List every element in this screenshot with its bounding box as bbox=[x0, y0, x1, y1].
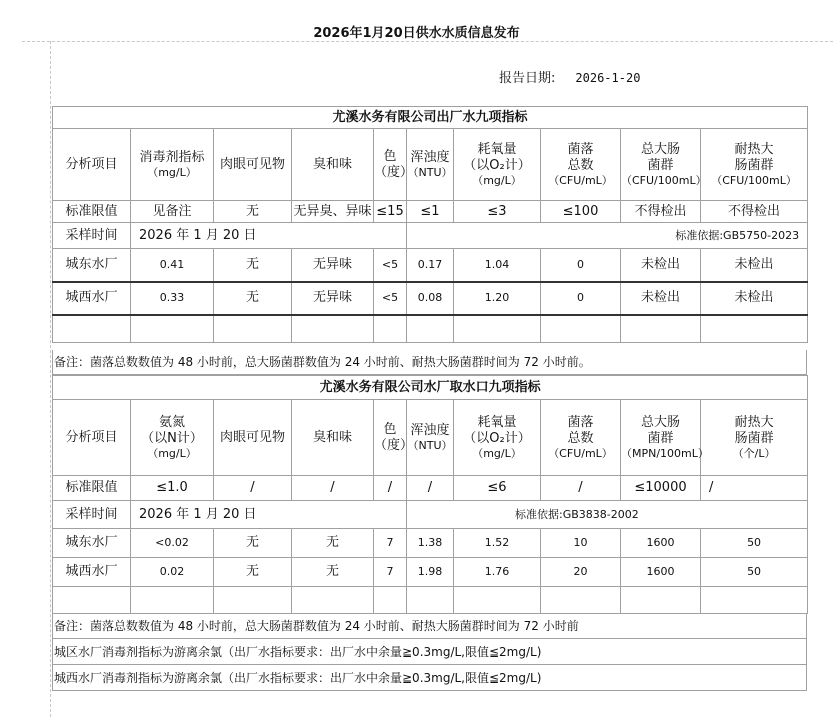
plant-name: 城西水厂 bbox=[53, 558, 131, 587]
value-cell: 无异味 bbox=[292, 249, 374, 282]
limit-cell: 标准限值 bbox=[53, 201, 131, 223]
value-cell: 20 bbox=[541, 558, 621, 587]
header-colony-name: 菌落 bbox=[567, 415, 594, 431]
value-cell: 1.38 bbox=[407, 529, 454, 558]
empty-cell bbox=[214, 315, 292, 343]
header-turbidity-name: 浑浊度 bbox=[410, 150, 450, 166]
sampling-standard: 标准依据:GB5750-2023 bbox=[407, 223, 808, 249]
header-disinfectant bbox=[131, 129, 214, 201]
value-cell: 无 bbox=[214, 282, 292, 315]
value-cell: 1.20 bbox=[454, 282, 541, 315]
section2-note-2 bbox=[52, 639, 807, 665]
empty-cell bbox=[701, 315, 808, 343]
value-cell: 1.04 bbox=[454, 249, 541, 282]
limit-cell: 不得检出 bbox=[701, 201, 808, 223]
header-coliform bbox=[621, 400, 709, 476]
section1-limits-row bbox=[53, 201, 808, 223]
empty-cell bbox=[621, 315, 701, 343]
factory-water-table bbox=[52, 106, 808, 343]
section2-note-text: 备注：菌落总数数值为 48 小时前，总大肠菌群数值为 24 小时前、耐热大肠菌群时间为 72 小时前 bbox=[54, 619, 579, 633]
header-cod-unit: （mg/L） bbox=[472, 446, 522, 460]
header-coliform-unit: （CFU/100mL） bbox=[621, 173, 707, 187]
header-thermo-name: 耐热大 bbox=[734, 142, 774, 158]
limit-cell: ≤1.0 bbox=[131, 476, 214, 501]
section1-title: 尤溪水务有限公司出厂水九项指标 bbox=[53, 107, 808, 129]
section2-empty-row bbox=[53, 587, 808, 614]
value-cell: 50 bbox=[701, 529, 808, 558]
section2-title: 尤溪水务有限公司水厂取水口九项指标 bbox=[53, 376, 808, 400]
header-disinfectant-name: 消毒剂指标 bbox=[139, 150, 205, 166]
header-cod-name: 耗氧量 bbox=[477, 415, 517, 431]
intake-water-table bbox=[52, 375, 808, 614]
empty-cell bbox=[621, 587, 701, 614]
value-cell: 1600 bbox=[621, 558, 701, 587]
header-odor: 臭和味 bbox=[292, 129, 374, 201]
header-thermo bbox=[701, 400, 808, 476]
sampling-standard: 标准依据:GB3838-2002 bbox=[407, 501, 808, 529]
header-cod-basis: （以O₂计） bbox=[463, 157, 531, 173]
empty-cell bbox=[374, 315, 407, 343]
limit-cell: ≤6 bbox=[454, 476, 541, 501]
header-cod bbox=[454, 129, 541, 201]
header-turbidity bbox=[407, 129, 454, 201]
value-cell: 无 bbox=[214, 558, 292, 587]
header-disinfectant-unit: （mg/L） bbox=[147, 165, 197, 179]
header-coliform bbox=[621, 129, 707, 201]
header-colony-unit: （CFU/mL） bbox=[548, 173, 613, 187]
value-cell: 0 bbox=[541, 282, 621, 315]
value-cell: 无 bbox=[292, 558, 374, 587]
value-cell: 1.98 bbox=[407, 558, 454, 587]
value-cell: 7 bbox=[374, 558, 407, 587]
limit-cell: 不得检出 bbox=[621, 201, 701, 223]
header-coliform-name: 总大肠 bbox=[640, 415, 680, 431]
header-turbidity-unit: （NTU） bbox=[407, 438, 453, 452]
empty-cell bbox=[454, 315, 541, 343]
value-cell: 0.33 bbox=[131, 282, 214, 315]
header-ammonia bbox=[131, 400, 214, 476]
header-colony bbox=[541, 129, 621, 201]
value-cell: 无异味 bbox=[292, 282, 374, 315]
header-ammonia-name: 氨氮 bbox=[158, 415, 185, 431]
section2-header-row bbox=[53, 400, 808, 476]
header-thermo-name: 耐热大 bbox=[734, 415, 774, 431]
sampling-date: 2026 年 1 月 20 日 bbox=[131, 501, 407, 529]
value-cell: <0.02 bbox=[131, 529, 214, 558]
header-turbidity-name: 浑浊度 bbox=[410, 423, 450, 439]
value-cell: 1.52 bbox=[454, 529, 541, 558]
value-cell: 未检出 bbox=[621, 249, 701, 282]
limit-cell: / bbox=[701, 476, 808, 501]
empty-cell bbox=[374, 587, 407, 614]
header-turbidity-unit: （NTU） bbox=[407, 165, 453, 179]
section1-row-west bbox=[53, 282, 808, 315]
empty-cell bbox=[131, 587, 214, 614]
header-colony-name: 菌落 bbox=[567, 142, 594, 158]
header-colony-name2: 总数 bbox=[567, 430, 594, 446]
limit-cell: ≤100 bbox=[541, 201, 621, 223]
empty-cell bbox=[541, 587, 621, 614]
empty-cell bbox=[454, 587, 541, 614]
header-cod bbox=[454, 400, 541, 476]
limit-cell: 无 bbox=[214, 201, 292, 223]
section2-row-west bbox=[53, 558, 808, 587]
limit-cell: / bbox=[541, 476, 621, 501]
limit-cell: ≤15 bbox=[374, 201, 407, 223]
header-coliform-name2: 菌群 bbox=[647, 157, 674, 173]
header-colony bbox=[541, 400, 621, 476]
section1-note bbox=[52, 350, 807, 375]
value-cell: 0.08 bbox=[407, 282, 454, 315]
document-title: 2026年1月20日供水水质信息发布 bbox=[313, 26, 520, 41]
value-cell: 无 bbox=[292, 529, 374, 558]
empty-cell bbox=[292, 587, 374, 614]
header-coliform-unit: （MPN/100mL） bbox=[621, 446, 709, 460]
value-cell: 0.02 bbox=[131, 558, 214, 587]
header-color bbox=[374, 129, 414, 201]
header-color-unit: （度） bbox=[374, 437, 414, 453]
limit-cell: 无异臭、异味 bbox=[292, 201, 374, 223]
empty-cell bbox=[541, 315, 621, 343]
value-cell: <5 bbox=[374, 282, 407, 315]
plant-name: 城西水厂 bbox=[53, 282, 131, 315]
section1-note-text: 备注：菌落总数数值为 48 小时前，总大肠菌群数值为 24 小时前、耐热大肠菌群时间为 72 小时前。 bbox=[54, 355, 591, 369]
report-date-value: 2026-1-20 bbox=[575, 71, 641, 85]
empty-cell bbox=[407, 315, 454, 343]
limit-cell: / bbox=[214, 476, 292, 501]
value-cell: 0 bbox=[541, 249, 621, 282]
header-color-unit: （度） bbox=[374, 164, 414, 180]
empty-cell bbox=[53, 315, 131, 343]
header-thermo-unit: （个/L） bbox=[732, 446, 776, 460]
header-thermo-unit: （CFU/100mL） bbox=[711, 173, 797, 187]
section2-sampling-row bbox=[53, 501, 808, 529]
value-cell: 50 bbox=[701, 558, 808, 587]
section1-header-row bbox=[53, 129, 808, 201]
empty-cell bbox=[131, 315, 214, 343]
section2-note-1 bbox=[52, 613, 807, 639]
value-cell: 无 bbox=[214, 249, 292, 282]
page-border-top bbox=[22, 41, 833, 42]
section2-row-east bbox=[53, 529, 808, 558]
empty-cell bbox=[292, 315, 374, 343]
header-ammonia-basis: （以N计） bbox=[141, 430, 203, 446]
header-ammonia-unit: （mg/L） bbox=[147, 446, 197, 460]
header-cod-basis: （以O₂计） bbox=[463, 430, 531, 446]
empty-cell bbox=[701, 587, 808, 614]
section1-empty-row bbox=[53, 315, 808, 343]
value-cell: 未检出 bbox=[621, 282, 701, 315]
limit-cell: ≤10000 bbox=[621, 476, 701, 501]
section1-row-east bbox=[53, 249, 808, 282]
value-cell: 0.17 bbox=[407, 249, 454, 282]
value-cell: 无 bbox=[214, 529, 292, 558]
report-date-label: 报告日期: bbox=[499, 71, 556, 86]
empty-cell bbox=[407, 587, 454, 614]
limit-cell: ≤3 bbox=[454, 201, 541, 223]
page-border-left bbox=[50, 41, 51, 717]
limit-cell: ≤1 bbox=[407, 201, 454, 223]
value-cell: 未检出 bbox=[701, 282, 808, 315]
empty-cell bbox=[53, 587, 131, 614]
limit-cell: 见备注 bbox=[131, 201, 214, 223]
sampling-date: 2026 年 1 月 20 日 bbox=[131, 223, 407, 249]
header-color-name: 色 bbox=[383, 421, 397, 437]
header-cod-name: 耗氧量 bbox=[477, 142, 517, 158]
header-coliform-name2: 菌群 bbox=[647, 430, 674, 446]
value-cell: 0.41 bbox=[131, 249, 214, 282]
header-visible: 肉眼可见物 bbox=[214, 400, 292, 476]
header-visible: 肉眼可见物 bbox=[214, 129, 292, 201]
header-colony-unit: （CFU/mL） bbox=[548, 446, 613, 460]
limit-cell: 标准限值 bbox=[53, 476, 131, 501]
limit-cell: / bbox=[407, 476, 454, 501]
value-cell: 未检出 bbox=[701, 249, 808, 282]
header-item: 分析项目 bbox=[53, 129, 131, 201]
header-colony-name2: 总数 bbox=[567, 157, 594, 173]
section1-sampling-row bbox=[53, 223, 808, 249]
sampling-label: 采样时间 bbox=[53, 223, 131, 249]
header-thermo-name2: 肠菌群 bbox=[734, 430, 774, 446]
header-color bbox=[374, 400, 414, 476]
report-date bbox=[499, 67, 640, 86]
value-cell: 1600 bbox=[621, 529, 701, 558]
plant-name: 城东水厂 bbox=[53, 529, 131, 558]
header-thermo-name2: 肠菌群 bbox=[734, 157, 774, 173]
section2-note-text: 城区水厂消毒剂指标为游离余氯（出厂水指标要求：出厂水中余量≧0.3mg/L,限值≦2mg/L) bbox=[54, 645, 542, 659]
header-coliform-name: 总大肠 bbox=[640, 142, 680, 158]
header-item: 分析项目 bbox=[53, 400, 131, 476]
header-cod-unit: （mg/L） bbox=[472, 173, 522, 187]
sampling-label: 采样时间 bbox=[53, 501, 131, 529]
section2-limits-row bbox=[53, 476, 808, 501]
empty-cell bbox=[214, 587, 292, 614]
section2-note-text: 城西水厂消毒剂指标为游离余氯（出厂水指标要求：出厂水中余量≧0.3mg/L,限值≦2mg/L) bbox=[54, 671, 542, 685]
header-turbidity bbox=[407, 400, 454, 476]
header-odor: 臭和味 bbox=[292, 400, 374, 476]
section2-note-3 bbox=[52, 665, 807, 691]
value-cell: 10 bbox=[541, 529, 621, 558]
value-cell: <5 bbox=[374, 249, 407, 282]
value-cell: 1.76 bbox=[454, 558, 541, 587]
header-color-name: 色 bbox=[383, 148, 397, 164]
limit-cell: / bbox=[374, 476, 407, 501]
value-cell: 7 bbox=[374, 529, 407, 558]
limit-cell: / bbox=[292, 476, 374, 501]
header-thermo bbox=[701, 129, 808, 201]
plant-name: 城东水厂 bbox=[53, 249, 131, 282]
